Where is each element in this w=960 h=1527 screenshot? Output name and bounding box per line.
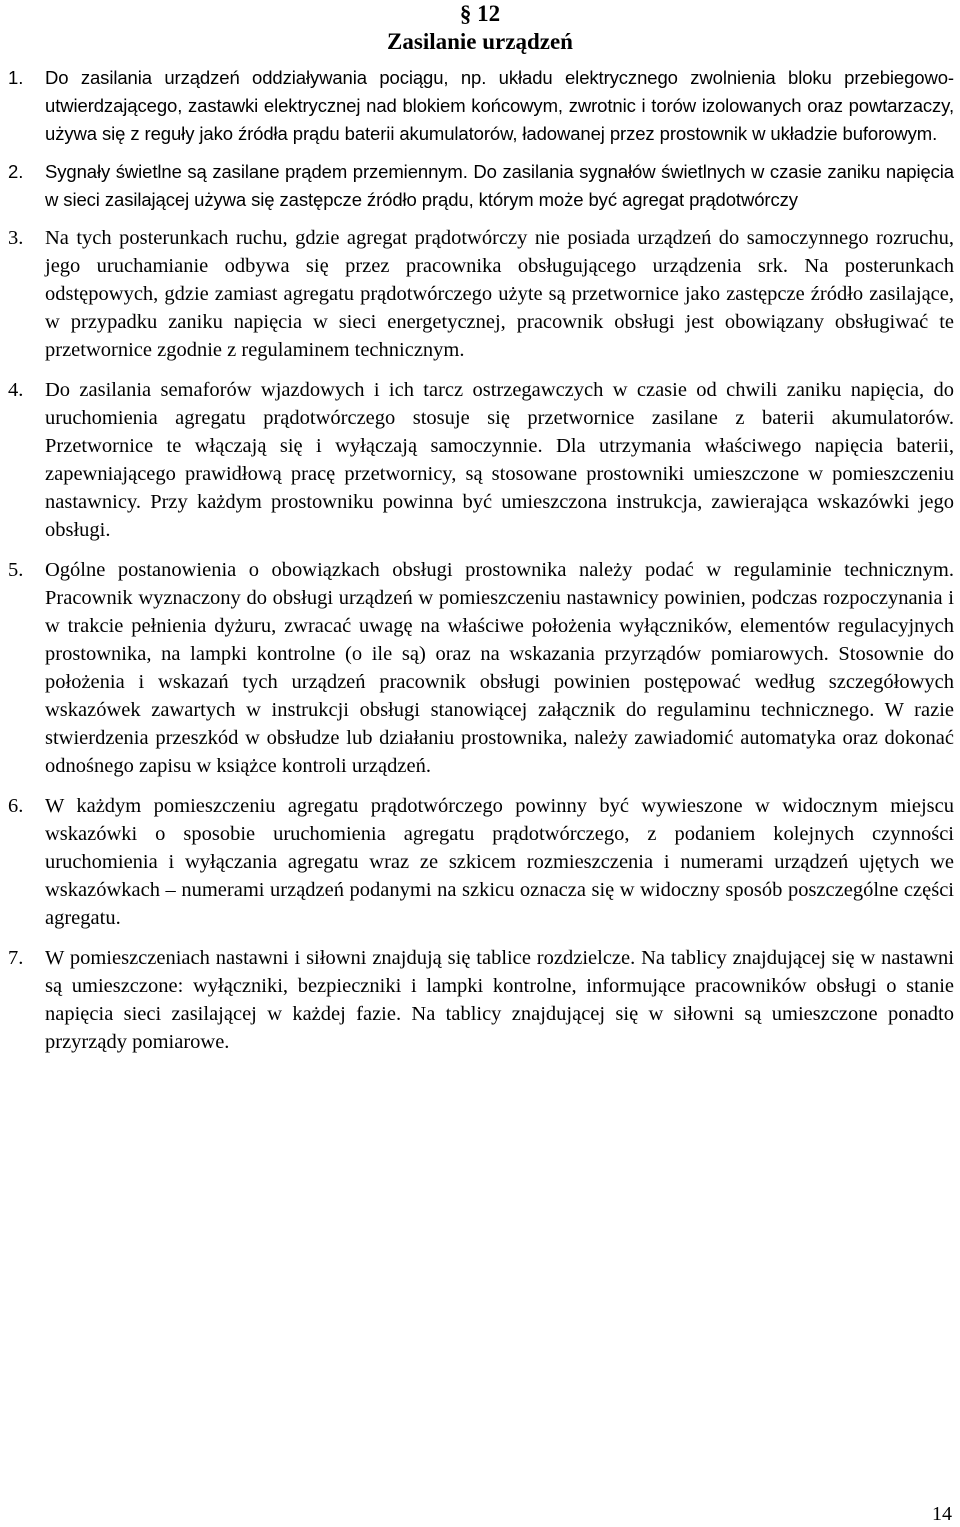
item-number: 4. xyxy=(8,379,24,401)
list-item-4 xyxy=(0,376,960,544)
item-text: W każdym pomieszczeniu agregatu prądotwórczego powinny być wywieszone w widocznym miejscu wskazówki o sposobie uruchomienia agregatu prądotwórczego, z podaniem kolejnych czynności uruchomienia i wyłączania agregatu wraz ze szkicem rozmieszczenia i numerami urządzeń ujętych we wskazówkach – numerami urządzeń podanymi na szkicu oznacza się w widoczny sposób poszczególne części agregatu. xyxy=(45,795,954,929)
item-text: Do zasilania semaforów wjazdowych i ich tarcz ostrzegawczych w czasie od chwili zaniku napięcia, do uruchomienia agregatu prądotwórczego stosuje się przetwornice zasilane z baterii akumulatorów. Przetwornice te włączają się i wyłączają samoczynnie. Dla utrzymania właściwego napięcia baterii, zapewniającego prawidłową pracę przetwornicy, są stosowane prostowniki umieszczone w pomieszczeniu nastawnicy. Przy każdym prostowniku powinna być umieszczona instrukcja, zawierająca wskazówki jego obsługi. xyxy=(45,379,954,541)
paragraph-list xyxy=(0,64,960,1056)
list-item-5 xyxy=(0,556,960,780)
item-number: 5. xyxy=(8,559,24,581)
item-number: 2. xyxy=(8,161,24,182)
item-number: 6. xyxy=(8,795,24,817)
item-text: Na tych posterunkach ruchu, gdzie agregat prądotwórczy nie posiada urządzeń do samoczynnego rozruchu, jego uruchamianie odbywa się przez pracownika obsługującego urządzenia srk. Na posterunkach odstępowych, gdzie zamiast agregatu prądotwórczego użyte są przetwornice jako zastępcze źródło zasilające, w przypadku zaniku napięcia w sieci energetycznej, pracownik obsługi jest obowiązany obsługiwać te przetwornice zgodnie z regulaminem technicznym. xyxy=(45,227,954,361)
section-number: § 12 xyxy=(459,1,501,26)
item-number: 7. xyxy=(8,947,24,969)
section-title: Zasilanie urządzeń xyxy=(387,29,573,54)
list-item-3 xyxy=(0,224,960,364)
item-text: Sygnały świetlne są zasilane prądem przemiennym. Do zasilania sygnałów świetlnych w czasie zaniku napięcia w sieci zasilającej używa się zastępcze źródło prądu, którym może być agregat prądotwórczy xyxy=(45,161,954,210)
list-item-7 xyxy=(0,944,960,1056)
list-item-2 xyxy=(0,158,960,214)
item-number: 1. xyxy=(8,67,24,88)
list-item-6 xyxy=(0,792,960,932)
item-text: Do zasilania urządzeń oddziaływania pociągu, np. układu elektrycznego zwolnienia bloku przebiegowo-utwierdzającego, zastawki elektrycznej nad blokiem końcowym, zwrotnic i torów izolowanych oraz powtarzaczy, używa się z reguły jako źródła prądu baterii akumulatorów, ładowanej przez prostownik w układzie buforowym. xyxy=(45,67,954,144)
item-text: Ogólne postanowienia o obowiązkach obsługi prostownika należy podać w regulaminie technicznym. Pracownik wyznaczony do obsługi urządzeń w pomieszczeniu nastawnicy powinien, podczas rozpoczynania i w trakcie pełnienia dyżuru, zwracać uwagę na właściwe położenia wyłączników, elementów regulacyjnych prostownika, na lampki kontrolne (o ile są) oraz na wskazania przyrządów pomiarowych. Stosownie do położenia i wskazań tych urządzeń pracownik obsługi powinien postępować według szczegółowych wskazówek zawartych w instrukcji obsługi stanowiącej załącznik do regulaminu technicznego. W razie stwierdzenia przeszkód w obsłudze lub działaniu prostownika, należy zawiadomić automatyka oraz dokonać odnośnego zapisu w książce kontroli urządzeń. xyxy=(45,559,954,777)
page-number: 14 xyxy=(932,1503,952,1525)
list-item-1 xyxy=(0,64,960,148)
item-text: W pomieszczeniach nastawni i siłowni znajdują się tablice rozdzielcze. Na tablicy znajdującej się w nastawni są umieszczone: wyłączniki, bezpieczniki i lampki kontrolne, informujące pracowników obsługi o stanie napięcia sieci zasilającej w każdej fazie. Na tablicy znajdującej się w siłowni są umieszczone ponadto przyrządy pomiarowe. xyxy=(45,947,954,1053)
item-number: 3. xyxy=(8,227,24,249)
